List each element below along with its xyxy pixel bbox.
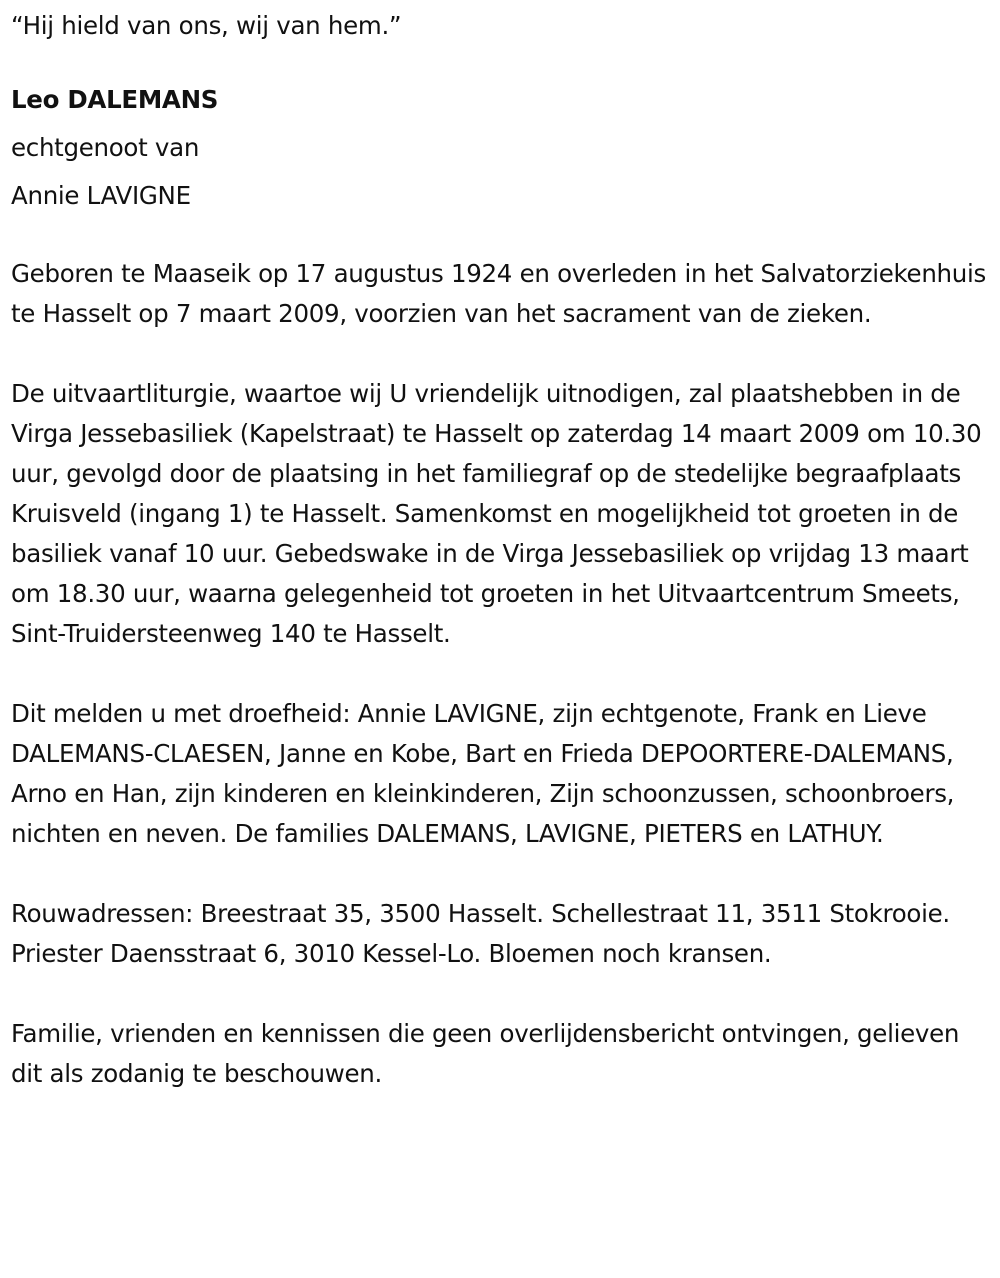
death-notice [11, 0, 995, 1094]
deceased-name: Leo DALEMANS [11, 85, 219, 114]
spouse-name: Annie LAVIGNE [11, 181, 191, 210]
closing-paragraph: Familie, vrienden en kennissen die geen overlijdensbericht ontvingen, gelieven dit als zodanig te beschouwen. [11, 1019, 960, 1088]
epigraph-quote: “Hij hield van ons, wij van hem.” [11, 11, 402, 40]
addresses-paragraph: Rouwadressen: Breestraat 35, 3500 Hasselt. Schellestraat 11, 3511 Stokrooie. Priester Daensstraat 6, 3010 Kessel-Lo. Bloemen noch kransen. [11, 899, 950, 968]
family-paragraph: Dit melden u met droefheid: Annie LAVIGNE, zijn echtgenote, Frank en Lieve DALEMANS-CLAESEN, Janne en Kobe, Bart en Frieda DEPOORTERE-DALEMANS, Arno en Han, zijn kinderen en kleinkinderen, Zijn schoonzussen, schoonbroers, nichten en neven. De families DALEMANS, LAVIGNE, PIETERS en LATHUY. [11, 699, 955, 848]
funeral-paragraph: De uitvaartliturgie, waartoe wij U vriendelijk uitnodigen, zal plaatshebben in de Virga Jessebasiliek (Kapelstraat) te Hasselt op zaterdag 14 maart 2009 om 10.30 uur, gevolgd door de plaatsing in het familiegraf op de stedelijke begraafplaats Kruisveld (ingang 1) te Hasselt. Samenkomst en mogelijkheid tot groeten in de basiliek vanaf 10 uur. Gebedswake in de Virga Jessebasiliek op vrijdag 13 maart om 18.30 uur, waarna gelegenheid tot groeten in het Uitvaartcentrum Smeets, Sint-Truidersteenweg 140 te Hasselt. [11, 379, 982, 648]
birth-death-paragraph: Geboren te Maaseik op 17 augustus 1924 en overleden in het Salvatorziekenhuis te Hasselt op 7 maart 2009, voorzien van het sacrament van de zieken. [11, 259, 986, 328]
relation-label: echtgenoot van [11, 133, 200, 162]
